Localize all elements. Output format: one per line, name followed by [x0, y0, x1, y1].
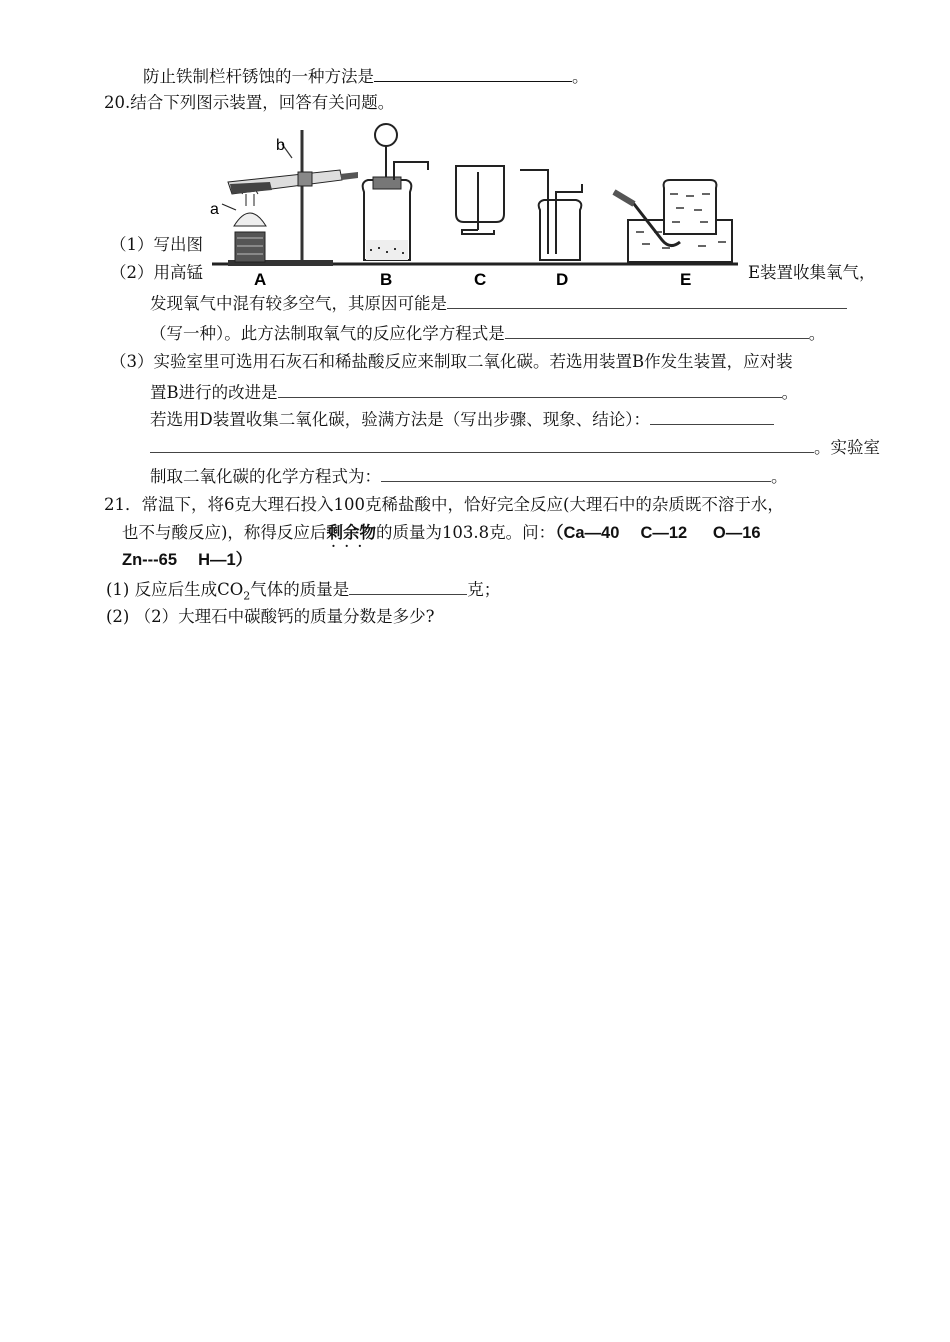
q20-p3-line5-text: 制取二氧化碳的化学方程式为： — [150, 467, 381, 486]
label-b: B — [380, 270, 393, 289]
q20-p2-line2-text: 发现氧气中混有较多空气，其原因可能是 — [150, 294, 447, 313]
label-c: C — [474, 270, 487, 289]
q20-p3-line4-text: 。实验室 — [814, 438, 880, 457]
apparatus-svg — [210, 122, 740, 294]
q21-sub1 — [106, 578, 500, 607]
apparatus-b — [363, 124, 428, 260]
q20-p2-line3-end: 。 — [808, 324, 826, 343]
apparatus-d — [520, 170, 582, 260]
q21-atomic-masses-2: Zn---65 H—1） — [122, 551, 253, 569]
q20-p2-tail: E装置收集氧气， — [748, 263, 876, 282]
q21-atomic-masses: （Ca—40 C—12 O—16 — [555, 524, 761, 542]
q20-p3-line3 — [150, 408, 774, 431]
q20-p3-equation-blank[interactable] — [381, 465, 771, 482]
q20-p3-line2-end: 。 — [781, 383, 799, 402]
q20-p2-reason-blank[interactable] — [447, 292, 847, 309]
q20-p3-line1: （3）实验室里可选用石灰石和稀盐酸反应来制取二氧化碳。若选用装置B作发生装置，应对装 — [110, 352, 793, 371]
q21-co2-mass-blank[interactable] — [349, 578, 467, 595]
q20-stem: 20.结合下列图示装置，回答有关问题。 — [104, 93, 395, 112]
apparatus-figure — [210, 122, 740, 294]
tag-a: a — [210, 201, 219, 218]
q20-p2-line3 — [150, 322, 825, 345]
apparatus-a — [222, 130, 358, 266]
label-e: E — [680, 270, 692, 289]
q20-p3-line5 — [150, 465, 788, 488]
q21-line2-a: 也不与酸反应)，称得反应后 — [122, 523, 327, 542]
q19-answer-blank[interactable] — [374, 65, 572, 82]
q19-text: 防止铁制栏杆锈蚀的一种方法是 — [143, 67, 374, 86]
q21-emphasis-text: 剩余物 — [326, 523, 376, 542]
q21-line2-b: 的质量为103.8克。问： — [375, 523, 556, 542]
q21-line2 — [122, 522, 761, 553]
q21-sub1-a: (1) 反应后生成CO — [106, 580, 244, 599]
q20-p3-line4 — [150, 436, 880, 459]
label-d: D — [556, 270, 569, 289]
q20-p2-equation-blank[interactable] — [505, 322, 809, 339]
apparatus-e — [614, 180, 732, 262]
q21-sub1-b: 气体的质量是 — [250, 580, 350, 599]
q21-sub1-c: 克； — [467, 580, 501, 599]
q20-p3-improve-blank[interactable] — [278, 381, 782, 398]
tag-b: b — [276, 137, 285, 154]
q20-p2-head: （2）用高锰 — [110, 263, 203, 282]
q21-sub2: (2) （2）大理石中碳酸钙的质量分数是多少? — [106, 607, 435, 626]
q20-p3-line2-text: 置B进行的改进是 — [150, 383, 278, 402]
q20-p2-line2 — [150, 292, 847, 315]
q20-p2-line3-text: （写一种）。此方法制取氧气的反应化学方程式是 — [150, 324, 505, 343]
q20-p3-line3-text: 若选用D装置收集二氧化碳，验满方法是（写出步骤、现象、结论）： — [150, 410, 650, 429]
q20-p1: （1）写出图 — [110, 235, 203, 254]
emphasis-dots: ··· — [331, 539, 371, 553]
q20-p3-line5-end: 。 — [771, 467, 788, 486]
q20-p3-check-blank-1[interactable] — [650, 408, 774, 425]
apparatus-c — [456, 166, 504, 234]
q21-sub1-subscript: 2 — [243, 589, 251, 603]
q19-end: 。 — [572, 67, 589, 86]
q21-line1: 21．常温下，将6克大理石投入100克稀盐酸中，恰好完全反应(大理石中的杂质既不溶于水， — [104, 495, 784, 514]
q21-emphasis — [326, 523, 376, 553]
q20-p3-line2 — [150, 381, 798, 404]
label-a: A — [254, 270, 267, 289]
q19-line — [143, 65, 589, 88]
q20-p3-check-blank-2[interactable] — [150, 436, 814, 453]
